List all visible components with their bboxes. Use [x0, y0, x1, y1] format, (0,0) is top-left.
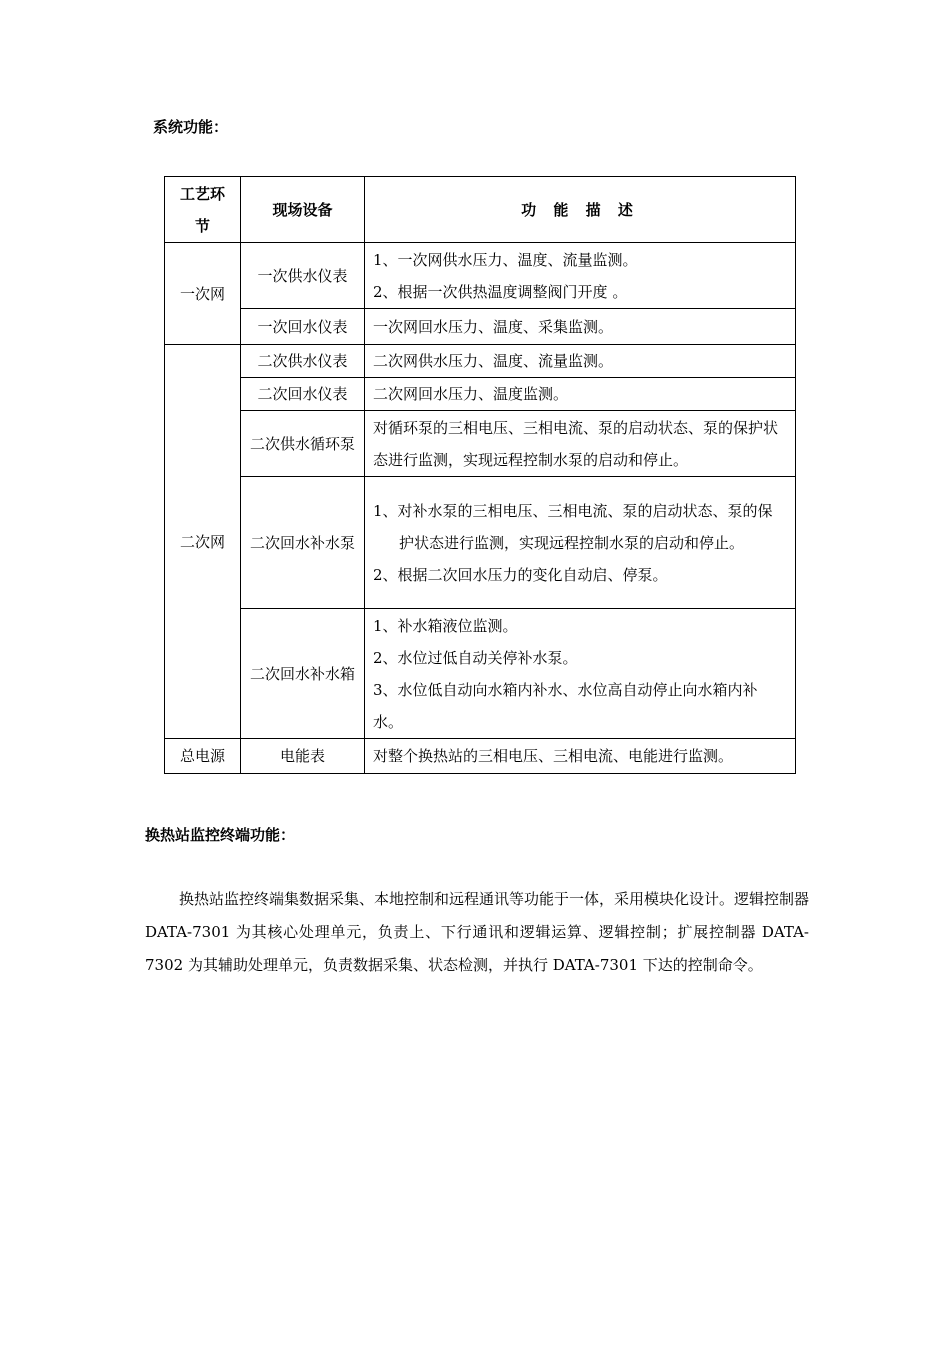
section-title-system-functions: 系统功能： — [153, 118, 229, 136]
device-energy-meter: 电能表 — [241, 739, 365, 774]
table-row — [165, 345, 796, 378]
table-row — [165, 609, 796, 739]
function-table — [164, 176, 796, 774]
desc-item: 2、根据一次供热温度调整阀门开度 。 — [373, 282, 628, 301]
header-description-text: 功 能 描 述 — [521, 200, 639, 219]
header-stage: 工艺环节 — [165, 177, 241, 243]
desc-item: 1、补水箱液位监测。 — [373, 616, 518, 635]
header-description — [365, 177, 796, 243]
desc-energy-meter: 对整个换热站的三相电压、三相电流、电能进行监测。 — [365, 739, 796, 774]
table-header-row — [165, 177, 796, 243]
table-row — [165, 477, 796, 609]
terminal-description-paragraph: 换热站监控终端集数据采集、本地控制和远程通讯等功能于一体，采用模块化设计。逻辑控制器 DATA-7301 为其核心处理单元，负责上、下行通讯和逻辑运算、逻辑控制；扩展控制器 DATA-7302 为其辅助处理单元，负责数据采集、状态检测，并执行 DATA-7301 下达的控制命令。 — [145, 890, 810, 974]
desc-secondary-return: 二次网回水压力、温度监测。 — [365, 378, 796, 411]
table-row — [165, 243, 796, 309]
device-primary-supply: 一次供水仪表 — [241, 243, 365, 309]
stage-secondary-network: 二次网 — [165, 345, 241, 739]
desc-primary-supply — [365, 243, 796, 309]
desc-circulation-pump: 对循环泵的三相电压、三相电流、泵的启动状态、泵的保护状态进行监测，实现远程控制水泵的启动和停止。 — [365, 411, 796, 477]
table-row — [165, 309, 796, 345]
stage-main-power: 总电源 — [165, 739, 241, 774]
table-row — [165, 378, 796, 411]
desc-item: 1、对补水泵的三相电压、三相电流、泵的启动状态、泵的保护状态进行监测，实现远程控制水泵的启动和停止。 — [373, 501, 773, 552]
desc-makeup-pump — [365, 477, 796, 609]
desc-item: 2、水位过低自动关停补水泵。 — [373, 648, 578, 667]
header-device: 现场设备 — [241, 177, 365, 243]
desc-item: 2、根据二次回水压力的变化自动启、停泵。 — [373, 565, 668, 584]
stage-primary-network: 一次网 — [165, 243, 241, 345]
device-circulation-pump: 二次供水循环泵 — [241, 411, 365, 477]
desc-makeup-tank — [365, 609, 796, 739]
desc-primary-return: 一次网回水压力、温度、采集监测。 — [365, 309, 796, 345]
table-row — [165, 411, 796, 477]
device-primary-return: 一次回水仪表 — [241, 309, 365, 345]
desc-item: 1、一次网供水压力、温度、流量监测。 — [373, 250, 638, 269]
device-secondary-supply: 二次供水仪表 — [241, 345, 365, 378]
device-makeup-tank: 二次回水补水箱 — [241, 609, 365, 739]
device-secondary-return: 二次回水仪表 — [241, 378, 365, 411]
desc-secondary-supply: 二次网供水压力、温度、流量监测。 — [365, 345, 796, 378]
section-title-terminal-functions: 换热站监控终端功能： — [145, 826, 296, 844]
desc-item: 3、水位低自动向水箱内补水、水位高自动停止向水箱内补水。 — [373, 680, 758, 731]
device-makeup-pump: 二次回水补水泵 — [241, 477, 365, 609]
table-row — [165, 739, 796, 774]
